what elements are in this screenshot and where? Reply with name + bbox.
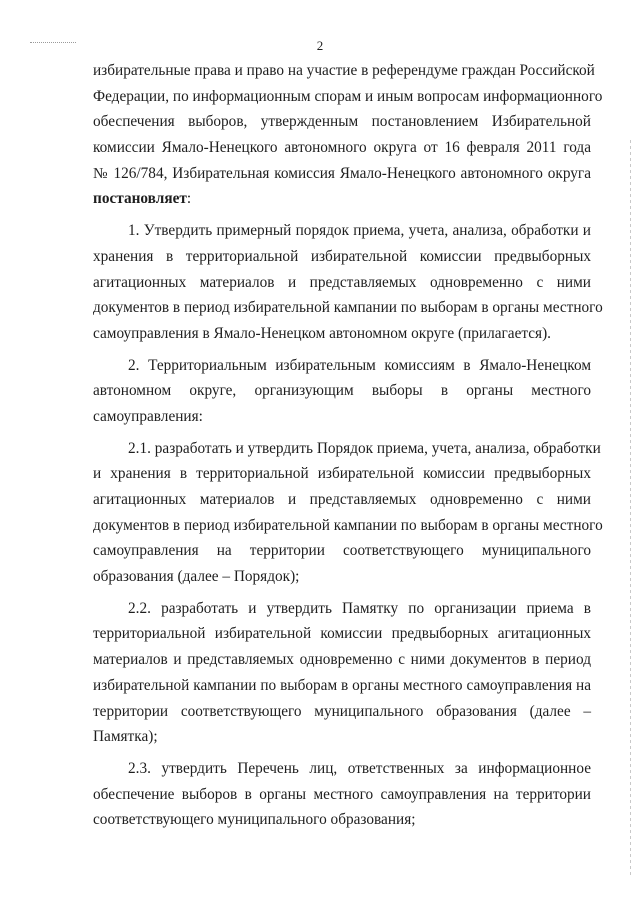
document-body: [93, 58, 603, 833]
text-line: 2.2. разработать и утвердить Памятку по организации приема в: [128, 599, 591, 617]
text-line: самоуправления в Ямало-Ненецком автономном округе (прилагается).: [93, 324, 552, 342]
text-line: территориальной избирательной комиссии предвыборных агитационных: [93, 625, 591, 643]
text-line: комиссии Ямало-Ненецкого автономного округа от 16 февраля 2011 года: [93, 139, 591, 157]
text-line: хранения в территориальной избирательной комиссии предвыборных: [93, 247, 591, 265]
text-line: материалов и представляемых одновременно с ними документов в период: [93, 651, 591, 669]
text-line: образования (далее – Порядок);: [93, 568, 300, 586]
decree-line: [93, 186, 591, 212]
text-line: документов в период избирательной кампании по выборам в органы местного: [93, 516, 603, 534]
paragraph-2-3: [93, 756, 591, 833]
text-line: соответствующего муниципального образования;: [93, 811, 416, 829]
paragraph-2-2: [93, 596, 591, 750]
text-line: самоуправления:: [93, 407, 203, 425]
text-line: 1. Утвердить примерный порядок приема, учета, анализа, обработки и: [128, 222, 591, 240]
text-line: документов в период избирательной кампании по выборам в органы местного: [93, 299, 603, 317]
paragraph-2: [93, 353, 591, 430]
text-line: агитационных материалов и представляемых одновременно с ними: [93, 491, 591, 508]
text-line: Памятка);: [93, 728, 158, 746]
text-line: 2. Территориальным избирательным комиссиям в Ямало-Ненецком: [128, 356, 591, 374]
scan-edge-artifact: [630, 140, 631, 875]
decree-suffix: :: [186, 190, 192, 208]
text-line: и хранения в территориальной избирательной комиссии предвыборных: [93, 465, 591, 483]
paragraph-1: [93, 218, 603, 346]
page-number: 2: [316, 38, 324, 53]
text-line: Федерации, по информационным спорам и иным вопросам информационного: [93, 87, 603, 105]
text-line: территории соответствующего муниципального образования (далее –: [93, 702, 591, 720]
text-line: № 126/784, Избирательная комиссия Ямало-Ненецкого автономного округа: [93, 164, 591, 182]
paragraph-2-1: [93, 436, 603, 590]
text-line: обеспечение выборов в органы местного самоуправления на территории: [93, 785, 591, 803]
text-line: избирательной кампании по выборам в органы местного самоуправления на: [93, 676, 591, 694]
text-line: агитационных материалов и представляемых одновременно с ними: [93, 273, 591, 291]
text-line: 2.1. разработать и утвердить Порядок приема, учета, анализа, обработки: [128, 439, 601, 457]
text-line: обеспечения выборов, утвержденным постановлением Избирательной: [93, 113, 591, 131]
intro-paragraph: [93, 58, 603, 212]
text-line: избирательные права и право на участие в референдуме граждан Российской: [93, 62, 595, 79]
text-line: автономном округе, организующим выборы в органы местного: [93, 382, 591, 400]
decree-word: постановляет: [93, 190, 187, 208]
text-line: 2.3. утвердить Перечень лиц, ответственных за информационное: [128, 759, 591, 777]
text-line: самоуправления на территории соответствующего муниципального: [93, 542, 591, 560]
